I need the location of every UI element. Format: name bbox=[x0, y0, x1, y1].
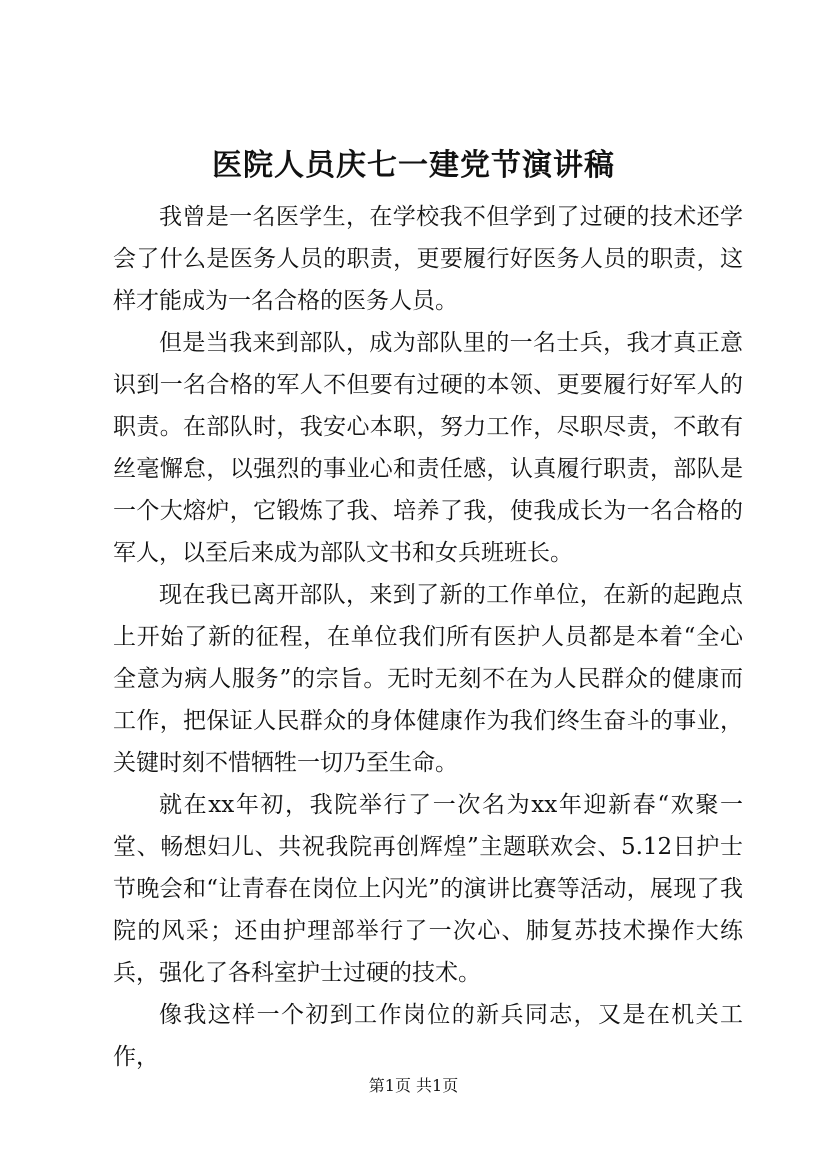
paragraph: 现在我已离开部队，来到了新的工作单位，在新的起跑点上开始了新的征程，在单位我们所有医护人员都是本着“全心全意为病人服务”的宗旨。无时无刻不在为人民群众的健康而工作，把保证人民群众的身体健康作为我们终生奋斗的事业，关键时刻不惜牺牲一切乃至生命。 bbox=[113, 582, 743, 776]
paragraph: 像我这样一个初到工作岗位的新兵同志，又是在机关工作， bbox=[113, 1002, 743, 1070]
page-footer: 第1页 共1页 bbox=[368, 1076, 459, 1095]
paragraph: 但是当我来到部队，成为部队里的一名士兵，我才真正意识到一名合格的军人不但要有过硬的本领、更要履行好军人的职责。在部队时，我安心本职，努力工作，尽职尽责，不敢有丝毫懈怠，以强烈的事业心和责任感，认真履行职责，部队是一个大熔炉，它锻炼了我、培养了我，使我成长为一名合格的军人，以至后来成为部队文书和女兵班班长。 bbox=[113, 330, 743, 566]
paragraph: 我曾是一名医学生，在学校我不但学到了过硬的技术还学会了什么是医务人员的职责，更要履行好医务人员的职责，这样才能成为一名合格的医务人员。 bbox=[113, 204, 743, 314]
document-title: 医院人员庆七一建党节演讲稿 bbox=[212, 148, 615, 183]
document-body bbox=[113, 196, 743, 1078]
paragraph: 就在xx年初，我院举行了一次名为xx年迎新春“欢聚一堂、畅想妇儿、共祝我院再创辉煌”主题联欢会、5.12日护士节晚会和“让青春在岗位上闪光”的演讲比赛等活动，展现了我院的风采；还由护理部举行了一次心、肺复苏技术操作大练兵，强化了各科室护士过硬的技术。 bbox=[113, 792, 743, 986]
